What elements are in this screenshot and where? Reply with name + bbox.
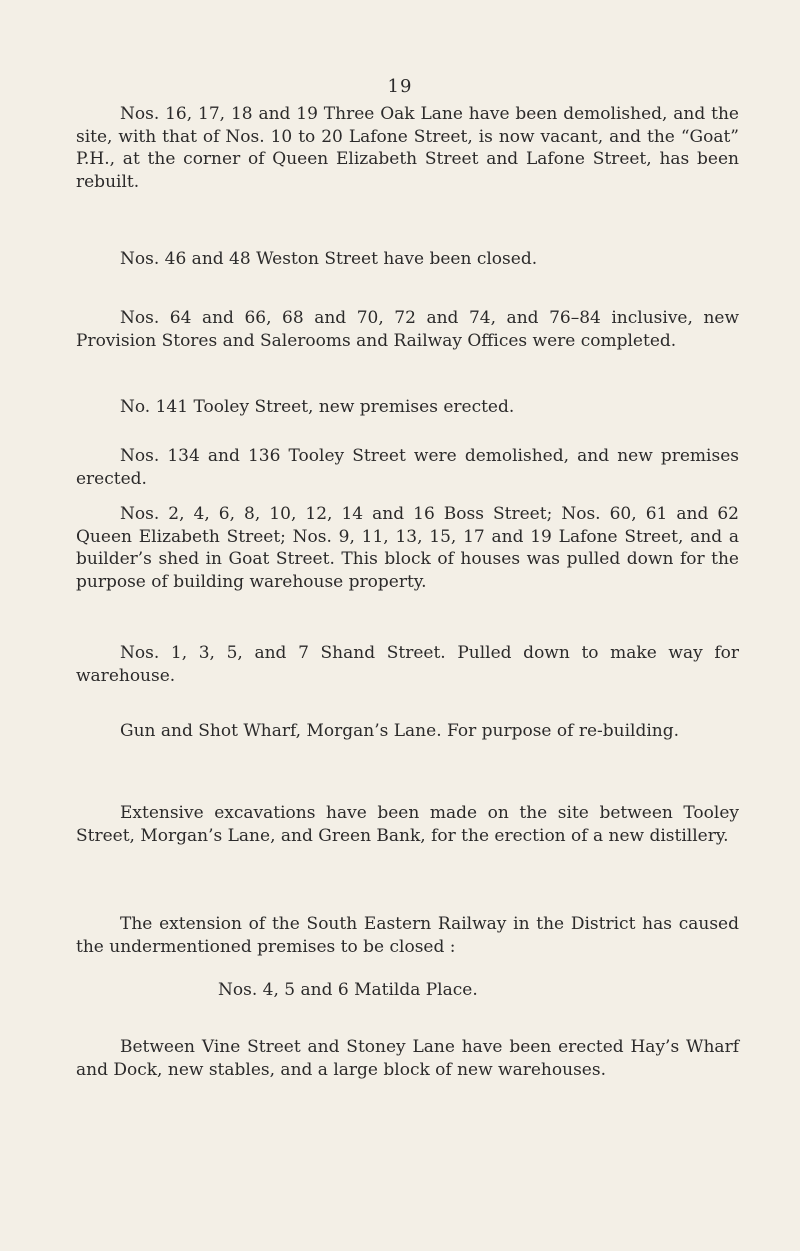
paragraph-boss-street: Nos. 2, 4, 6, 8, 10, 12, 14 and 16 Boss Street; Nos. 60, 61 and 62 Queen Elizabeth Street; Nos. 9, 11, 13, 15, 17 and 19 Lafone Street, and a builder’s shed in Goat Street. This block of houses was pulled down for the purpose of building warehouse property. — [76, 504, 739, 592]
paragraph-excavations: Extensive excavations have been made on the site between Tooley Street, Morgan’s Lane, and Green Bank, for the erection of a new distillery. — [76, 803, 739, 846]
paragraph-provision-stores: Nos. 64 and 66, 68 and 70, 72 and 74, and 76–84 inclusive, new Provision Stores and Salerooms and Railway Offices were completed. — [76, 308, 739, 351]
paragraph-gun-and-shot-wharf: Gun and Shot Wharf, Morgan’s Lane. For purpose of re-building. — [120, 721, 680, 741]
paragraph-south-eastern-railway: The extension of the South Eastern Railway in the District has caused the undermentioned premises to be closed : — [76, 914, 739, 957]
paragraph-hays-wharf: Between Vine Street and Stoney Lane have been erected Hay’s Wharf and Dock, new stables, and a large block of new warehouses. — [76, 1037, 739, 1080]
paragraph-141-tooley-street: No. 141 Tooley Street, new premises erected. — [120, 397, 515, 417]
page-number: 19 — [387, 76, 413, 97]
paragraph-shand-street: Nos. 1, 3, 5, and 7 Shand Street. Pulled down to make way for warehouse. — [76, 643, 739, 686]
paragraph-134-136-tooley-street: Nos. 134 and 136 Tooley Street were demolished, and new premises erected. — [76, 446, 739, 489]
paragraph-three-oak-lane: Nos. 16, 17, 18 and 19 Three Oak Lane have been demolished, and the site, with that of Nos. 10 to 20 Lafone Street, is now vacant, and the “Goat” P.H., at the corner of Queen Elizabeth Street and Lafone Street, has been rebuilt. — [76, 104, 739, 192]
paragraph-matilda-place: Nos. 4, 5 and 6 Matilda Place. — [218, 980, 478, 1000]
paragraph-weston-street: Nos. 46 and 48 Weston Street have been closed. — [120, 249, 538, 269]
